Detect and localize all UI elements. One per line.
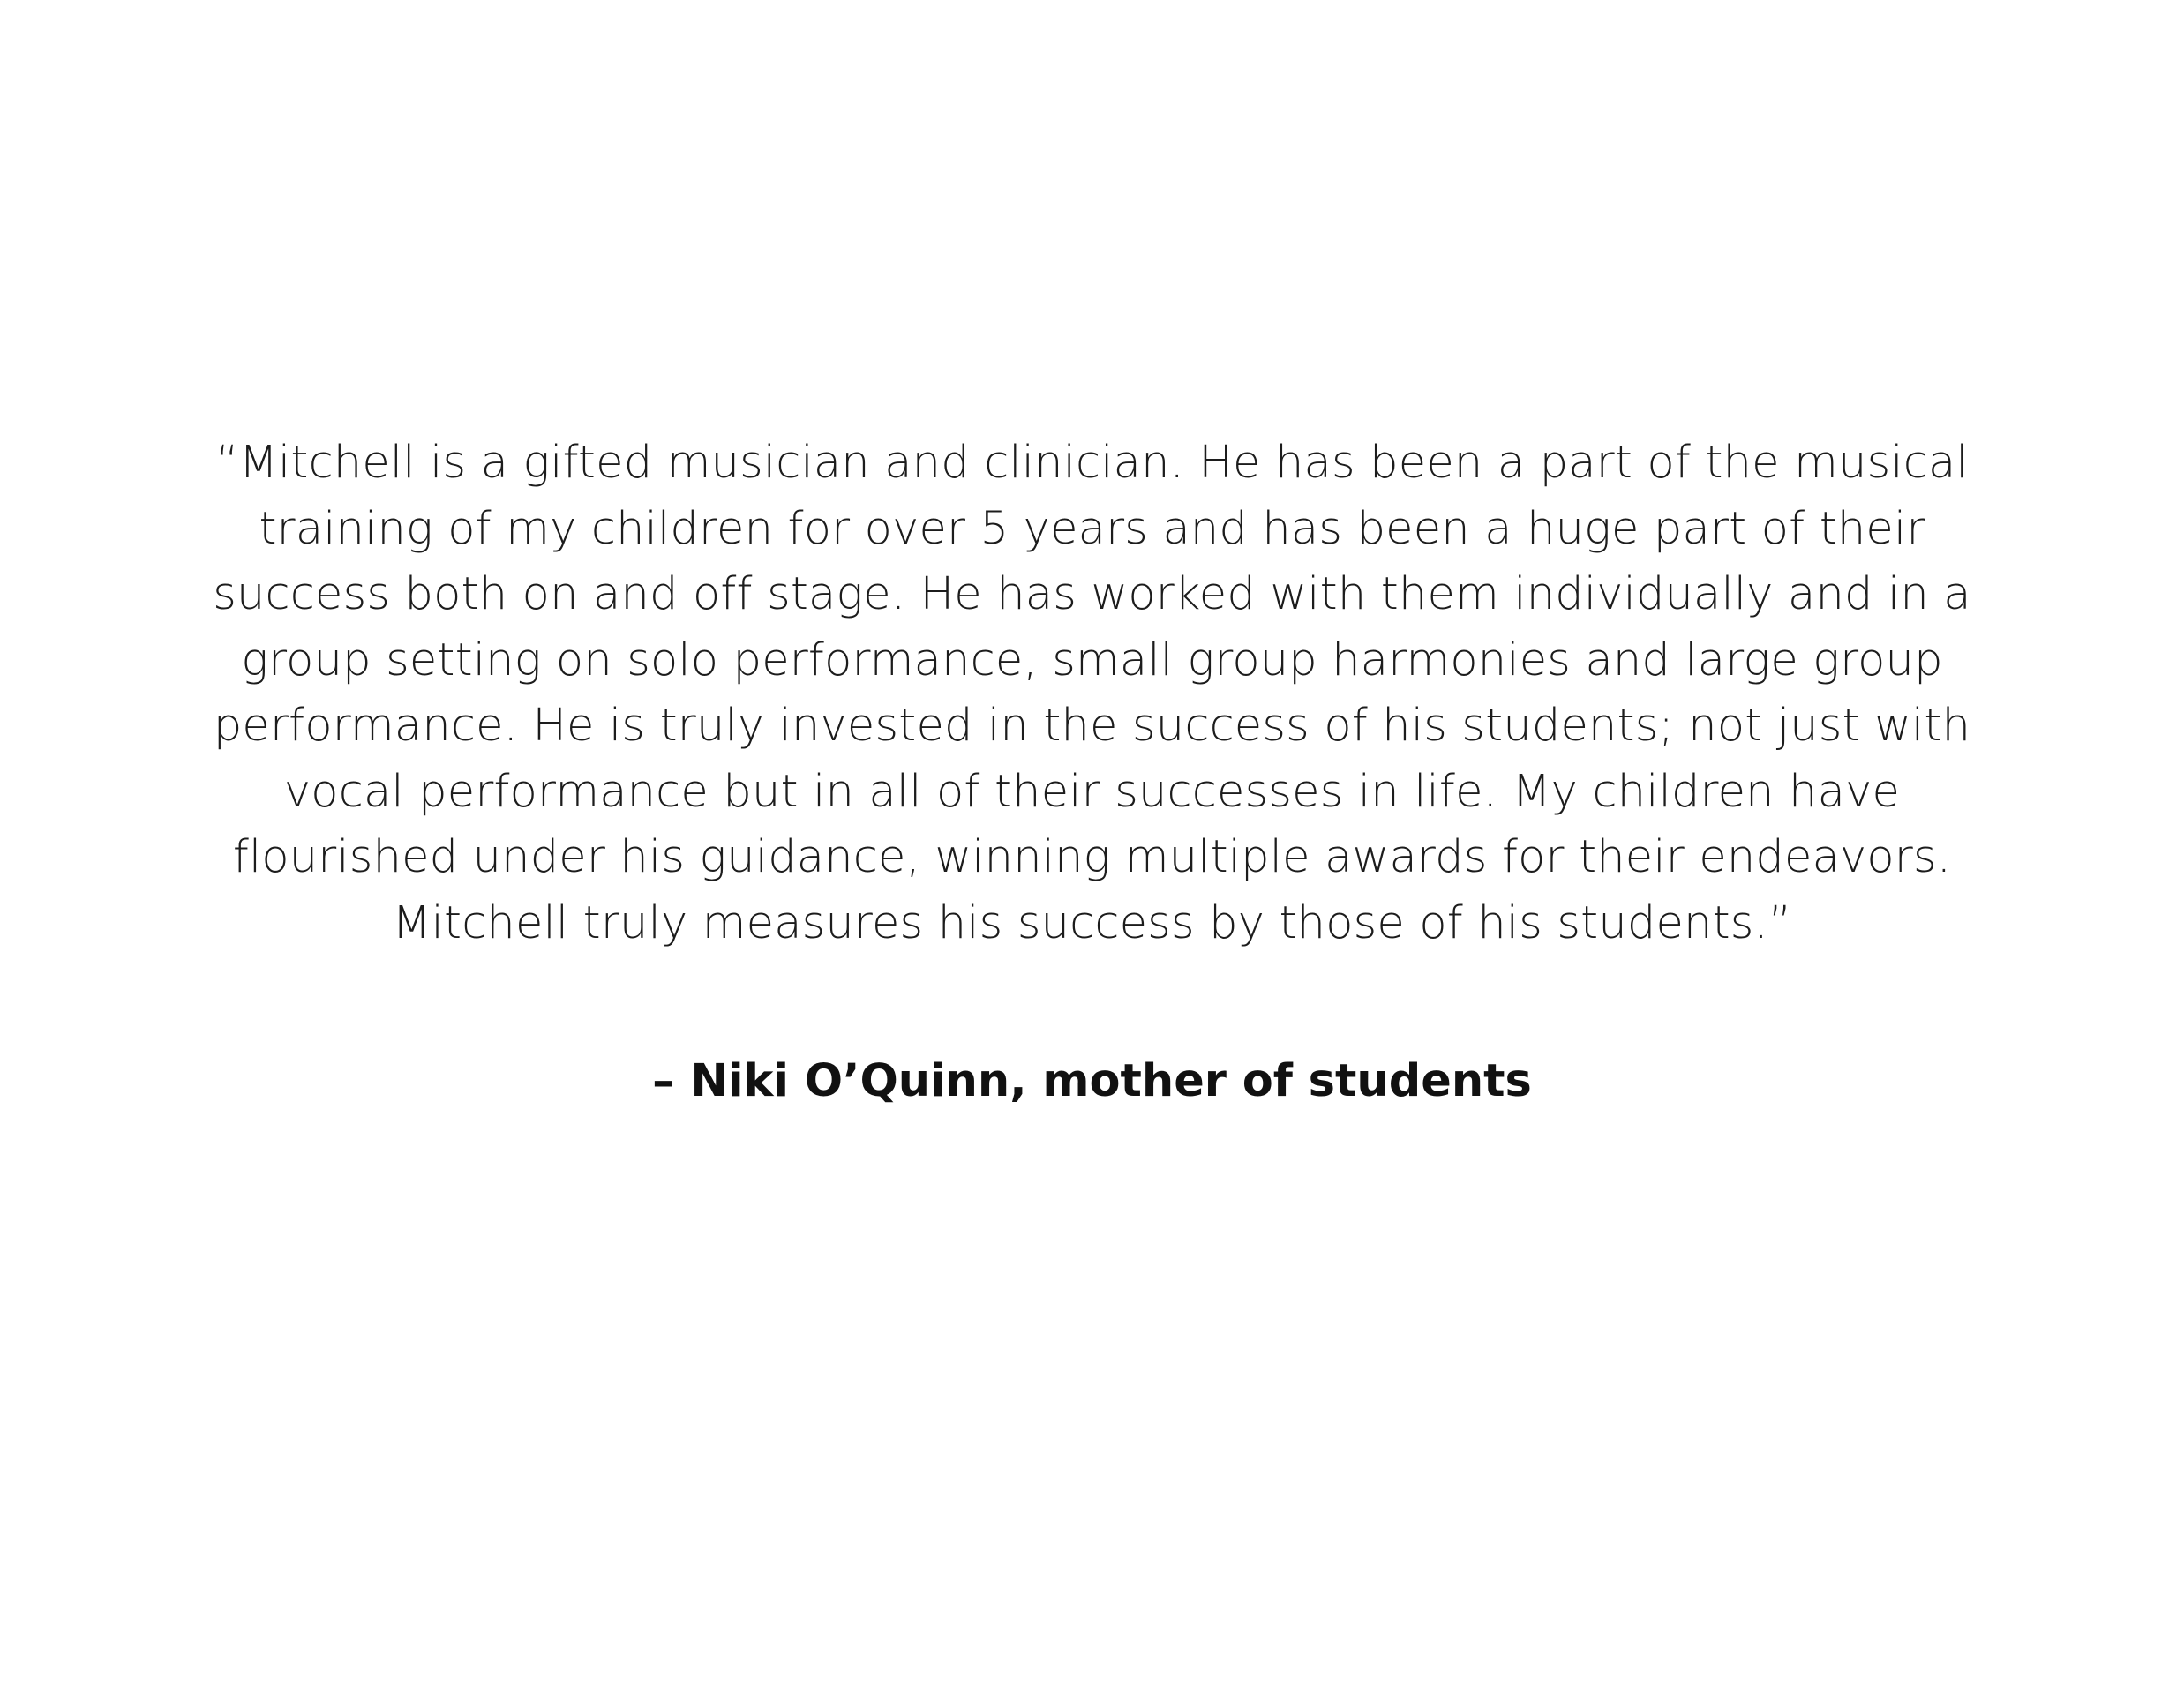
- quote-line: “Mitchell is a gifted musician and clinician. He has been a part of the musical: [215, 437, 1969, 489]
- quote-line: success both on and off stage. He has worked with them individually and in a: [213, 568, 1971, 620]
- quote-line: flourished under his guidance, winning multiple awards for their endeavors.: [232, 831, 1952, 883]
- quote-line: training of my children for over 5 years and has been a huge part of their: [259, 502, 1925, 555]
- testimonial-attribution: – Niki O’Quinn, mother of students: [652, 1055, 1532, 1107]
- testimonial-quote: [150, 431, 2034, 956]
- quote-line: group setting on solo performance, small group harmonies and large group: [241, 634, 1943, 686]
- quote-line: vocal performance but in all of their successes in life. My children have: [283, 765, 1901, 818]
- quote-line: Mitchell truly measures his success by those of his students.”: [392, 896, 1792, 949]
- quote-line: performance. He is truly invested in the success of his students; not just with: [213, 700, 1971, 752]
